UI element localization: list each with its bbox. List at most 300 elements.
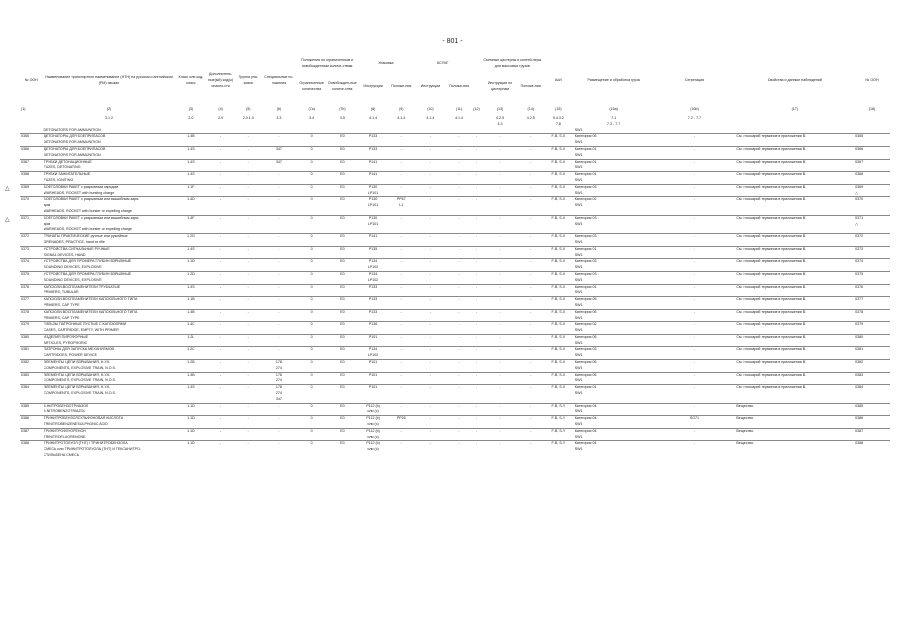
cell-c4: - [206, 184, 235, 197]
cell-c5: - [235, 146, 262, 159]
cell-c13: - [482, 385, 519, 403]
cell-c8: P133 [358, 134, 389, 147]
cell-c6: - [262, 322, 297, 335]
cell-c3: 1.4F [176, 215, 207, 233]
cell-c18: 0369 △ [854, 184, 890, 197]
cell-c8: P112 (b) или (c) [358, 428, 389, 441]
cell-c10: - [414, 159, 447, 172]
cell-c12: - [471, 215, 481, 233]
cell-c4: - [206, 284, 235, 297]
cell-c16b: - [654, 184, 736, 197]
cell-c11: - [447, 360, 472, 373]
cell-c9: - [388, 184, 414, 197]
header-excepted-quantities: Освобожден-ные количе-ства [328, 81, 357, 91]
cell-c5: - [235, 159, 262, 172]
cell-c10: - [414, 234, 447, 247]
cell-c1: 0385 [20, 403, 43, 416]
cell-c4: - [206, 309, 235, 322]
cell-c16a: Категория 01 SW1 [574, 172, 654, 185]
column-reference: 2.0.1.3 [242, 116, 254, 120]
cell-c16b: - [654, 334, 736, 347]
cell-c8: P135 [358, 246, 389, 259]
cell-c16a: Категория 03 SW1 [574, 271, 654, 284]
cell-c17: См. глоссарий терминов в приложении B. [735, 159, 854, 172]
cell-c16b: - [654, 172, 736, 185]
cell-c5: - [235, 271, 262, 284]
cell-c6: - [262, 403, 297, 416]
cell-c18: 0377 [854, 297, 890, 310]
cell-c5: - [235, 403, 262, 416]
cell-c14: - [518, 184, 543, 197]
cell-c15: F-B, S-X [543, 134, 574, 147]
cell-c2: ТРИНИТРОБЕНЗОЛСУЛЬФОНОВАЯ КИСЛОТА TRINITROBENZENESULPHONIC ACID [43, 416, 176, 429]
table-row [20, 385, 890, 403]
header-properties: Свойства и данные наблюдений [767, 78, 822, 83]
cell-c10: - [414, 284, 447, 297]
cell-c6: 178 274 [262, 360, 297, 373]
cell-c15: F-B, S-Y [543, 416, 574, 429]
cell-c15: F-B, S-X [543, 159, 574, 172]
cell-c17: См. глоссарий терминов в приложении B. [735, 184, 854, 197]
cell-c12: - [471, 334, 481, 347]
cell-c5: - [235, 347, 262, 360]
column-number: (3) [188, 107, 194, 112]
table-row [20, 297, 890, 310]
cell-c7a: 0 [296, 372, 327, 385]
cell-c16a: Категория 05 SW1 [574, 309, 654, 322]
cell-c16b: - [654, 284, 736, 297]
table-row [20, 259, 890, 272]
cell-c16a: Категория 02 SW1 [574, 197, 654, 215]
cell-c7b: E0 [327, 347, 358, 360]
cell-c5: - [235, 416, 262, 429]
cell-c5: - [235, 259, 262, 272]
cell-c17: См. глоссарий терминов в приложении B. [735, 360, 854, 373]
cell-c2: БОЕГОЛОВКИ РАКЕТ с разрывным или вышибным заря- дом WARHEADS, ROCKET with burster or expelling charge [43, 215, 176, 233]
cell-c2: БОЕГОЛОВКИ РАКЕТ с разрывным или вышибным заря- дом WARHEADS, ROCKET with burster or expelling charge [43, 197, 176, 215]
cell-c17: См. глоссарий терминов в приложении B. [735, 172, 854, 185]
cell-c15: F-B, S-X [543, 184, 574, 197]
cell-c10: - [414, 416, 447, 429]
cell-c8: P134 LP102 [358, 271, 389, 284]
cell-c12: - [471, 172, 481, 185]
cell-c14: - [518, 159, 543, 172]
cell-c16a: Категория 01 SW1 [574, 385, 654, 403]
cell-c4: - [206, 441, 235, 459]
cell-c7b: E0 [327, 385, 358, 403]
cell-c7a: 0 [296, 347, 327, 360]
column-reference: 5.4.3.2 7.8 [552, 116, 564, 126]
cell-c17: См. глоссарий терминов в приложении B. [735, 134, 854, 147]
cell-c5: - [235, 197, 262, 215]
cell-c7b: E0 [327, 284, 358, 297]
cell-c9: PP67 L1 [388, 197, 414, 215]
cell-c1: 0372 [20, 234, 43, 247]
header-limited-excepted: Положения по ограниченным и освобожденным количе-ствам [300, 58, 354, 68]
cell-c16a: Категория 05 SW1 [574, 297, 654, 310]
cell-c4: - [206, 146, 235, 159]
cell-c15: F-B, S-X [543, 234, 574, 247]
cell-c14: - [518, 234, 543, 247]
cell-c6: - [262, 271, 297, 284]
column-reference: 7.1 7.3 - 7.7 [607, 116, 621, 126]
cell-c7b: E0 [327, 360, 358, 373]
cell-c16b: - [654, 360, 736, 373]
cell-c7a: 0 [296, 297, 327, 310]
cell-c3: 1.4S [176, 159, 207, 172]
cell-c9: - [388, 347, 414, 360]
cell-c1: 0365 [20, 134, 43, 147]
cell-c18: 0382 [854, 360, 890, 373]
table-row [20, 215, 890, 233]
cell-c4: - [206, 259, 235, 272]
cell-c6: 347 [262, 146, 297, 159]
cell-c12: - [471, 428, 481, 441]
cell-c9: - [388, 146, 414, 159]
cell-c10: - [414, 441, 447, 459]
cell-c4: - [206, 172, 235, 185]
column-number: (9) [399, 107, 404, 112]
cell-c3: 1.4B [176, 372, 207, 385]
cell-c16a: Категория 05 SW1 [574, 360, 654, 373]
column-reference: 4.1.4 [369, 116, 378, 120]
cell-c10: - [414, 428, 447, 441]
cell-c16b: - [654, 428, 736, 441]
cell-c1: 0376 [20, 284, 43, 297]
cell-c17: См. глоссарий терминов в приложении B. [735, 271, 854, 284]
cell-c6: - [262, 234, 297, 247]
column-number: (1) [21, 107, 26, 112]
cell-c13: - [482, 403, 519, 416]
cell-c16b: - [654, 146, 736, 159]
cell-c9: - [388, 428, 414, 441]
cell-c15: F-B, S-X [543, 146, 574, 159]
cell-c13: - [482, 159, 519, 172]
cell-c18: 0366 [854, 146, 890, 159]
cell-c7a: 0 [296, 259, 327, 272]
column-reference: 2.0 [218, 116, 224, 120]
cell-c14: - [518, 403, 543, 416]
cell-c1: 0386 [20, 416, 43, 429]
cell-c1: 0374 [20, 259, 43, 272]
cell-c16a: Категория 02 SW1 [574, 322, 654, 335]
cell-c15: F-B, S-X [543, 322, 574, 335]
cell-c6: 178 274 [262, 372, 297, 385]
cell-c16b: - [654, 271, 736, 284]
table-row [20, 184, 890, 197]
table-row [20, 372, 890, 385]
cell-c3: 1.4S [176, 172, 207, 185]
cell-c10: - [414, 360, 447, 373]
cell-c15: F-B, S-X [543, 347, 574, 360]
cell-c6: - [262, 172, 297, 185]
cell-c9: - [388, 309, 414, 322]
amendment-mark: △ [5, 186, 10, 193]
cell-c8: P130 LP101 [358, 197, 389, 215]
cell-c4: - [206, 428, 235, 441]
table-row [20, 309, 890, 322]
cell-c3: 1.4S [176, 146, 207, 159]
cell-c14: - [518, 428, 543, 441]
cut-line-text: DETONATORS FOR AMMUNITION [43, 127, 101, 132]
cell-c16a: Категория 01 SW1 [574, 284, 654, 297]
column-number: (8) [370, 107, 376, 112]
cell-c2: БОЕГОЛОВКИ РАКЕТ с разрывным зарядом WARHEADS, ROCKET with bursting charge [43, 184, 176, 197]
cell-c8: P133 [358, 309, 389, 322]
cell-c14: - [518, 385, 543, 403]
cell-c16b: SG71 [654, 416, 736, 429]
cell-c3: 1.4B [176, 134, 207, 147]
cell-c18: 0383 [854, 372, 890, 385]
cell-c16a: Категория 03 SW1 [574, 347, 654, 360]
cell-c10: - [414, 297, 447, 310]
cell-c14: - [518, 372, 543, 385]
cell-c7a: 0 [296, 428, 327, 441]
column-number: (10) [427, 107, 434, 112]
cell-c6: - [262, 215, 297, 233]
cell-c10: - [414, 322, 447, 335]
cell-c7b: E0 [327, 159, 358, 172]
cell-c12: - [471, 403, 481, 416]
cell-c9: - [388, 297, 414, 310]
cell-c7a: 0 [296, 271, 327, 284]
cell-c14: - [518, 146, 543, 159]
cell-c4: - [206, 360, 235, 373]
cell-c8: P130 LP101 [358, 184, 389, 197]
cell-c18: 0373 [854, 246, 890, 259]
cell-c18: 0386 [854, 416, 890, 429]
cell-c16b: - [654, 159, 736, 172]
cell-c9: - [388, 134, 414, 147]
cell-c7a: 0 [296, 159, 327, 172]
cell-c9: PP26 [388, 416, 414, 429]
cell-c11: - [447, 372, 472, 385]
cell-c18: 0381 [854, 347, 890, 360]
cell-c11: - [447, 215, 472, 233]
cell-c12: - [471, 322, 481, 335]
cell-c11: - [447, 184, 472, 197]
cell-c5: - [235, 385, 262, 403]
cell-c1: 0387 [20, 428, 43, 441]
cell-c16b: - [654, 322, 736, 335]
cell-c13: - [482, 246, 519, 259]
cell-c7a: 0 [296, 184, 327, 197]
cell-c7a: 0 [296, 385, 327, 403]
cell-c7b: E0 [327, 215, 358, 233]
cell-c15: F-B, S-X [543, 215, 574, 233]
column-number: (16b) [690, 107, 699, 112]
cell-c8: P101 [358, 360, 389, 373]
cell-c9: - [388, 259, 414, 272]
cell-c1: 0370 [20, 197, 43, 215]
cell-c18: 0379 [854, 322, 890, 335]
cell-c13: - [482, 271, 519, 284]
column-reference [20, 116, 43, 128]
cell-c16a: Категория 03 SW1 [574, 259, 654, 272]
cell-c17: См. глоссарий терминов в приложении B. [735, 347, 854, 360]
column-reference: 7.2 - 7.7 [687, 116, 702, 120]
table-row [20, 403, 890, 416]
column-reference: 3.1.2 [105, 116, 114, 120]
cell-c5: - [235, 360, 262, 373]
cell-c2: УСТРОЙСТВА ДЛЯ ПРОМЕРА ГЛУБИН ВЗРЫВНЫЕ SOUNDING DEVICES, EXPLOSIVE [43, 259, 176, 272]
cell-c11: - [447, 234, 472, 247]
cell-c15: F-B, S-Y [543, 441, 574, 459]
cell-c5: - [235, 172, 262, 185]
cell-c11: - [447, 322, 472, 335]
cell-c15: F-B, S-X [543, 309, 574, 322]
cell-c17: Вещество. [735, 441, 854, 459]
cell-c11: - [447, 297, 472, 310]
cell-c14: - [518, 172, 543, 185]
cell-c3: 1.2D [176, 271, 207, 284]
cell-c18: 0372 [854, 234, 890, 247]
cell-c6: - [262, 441, 297, 459]
cell-c15: F-B, S-X [543, 385, 574, 403]
cell-c13: - [482, 416, 519, 429]
cell-c2: ПАТРОНЫ ДЛЯ ЗАПУСКА МЕХАНИЗМОВ CARTRIDGES, POWER DEVICE [43, 347, 176, 360]
cell-c1: 0381 [20, 347, 43, 360]
cell-c12: - [471, 385, 481, 403]
cell-c11: - [447, 428, 472, 441]
cell-c18: 0380 [854, 334, 890, 347]
column-number: (16a) [609, 107, 618, 112]
header-tank-instructions-sub: Инструкции по [487, 81, 513, 86]
cell-c13: - [482, 428, 519, 441]
table-row [20, 322, 890, 335]
header-segregation: Сегрегация [684, 78, 705, 83]
cell-c11: - [447, 347, 472, 360]
cell-c10: - [414, 134, 447, 147]
cell-c4: - [206, 416, 235, 429]
column-number: (13) [496, 107, 504, 112]
cell-c18: 0387 [854, 428, 890, 441]
cell-c10: - [414, 184, 447, 197]
cell-c18: 0374 [854, 259, 890, 272]
cell-c14: - [518, 259, 543, 272]
cell-c13: - [482, 372, 519, 385]
cell-c2: УСТРОЙСТВА СИГНАЛЬНЫЕ РУЧНЫЕ SIGNAL DEVICES, HAND [43, 246, 176, 259]
cell-c9: - [388, 360, 414, 373]
cell-c5: - [235, 372, 262, 385]
cell-c2: ЭЛЕМЕНТЫ ЦЕПИ ВЗРЫВАНИЯ, Н.У.К. COMPONENTS, EXPLOSIVE TRAIN, N.O.S. [43, 360, 176, 373]
cell-c8: P101 [358, 385, 389, 403]
cell-c2: ТРУБКИ ДЕТОНАЦИОННЫЕ FUZES, DETONATING [43, 159, 176, 172]
cell-c7a: 0 [296, 172, 327, 185]
column-number: (6) [276, 107, 282, 112]
cell-c3: 1.1D [176, 416, 207, 429]
cell-c14: - [518, 322, 543, 335]
cell-c9: - [388, 372, 414, 385]
cell-c4: - [206, 134, 235, 147]
column-number: (11) [456, 107, 463, 112]
cell-c8: P141 [358, 172, 389, 185]
cell-c17: См. глоссарий терминов в приложении B. [735, 197, 854, 215]
cell-c7b: E0 [327, 416, 358, 429]
cell-c12: - [471, 234, 481, 247]
cell-c13: - [482, 234, 519, 247]
cell-c2: ГИЛЬЗЫ ПАТРОННЫЕ ПУСТЫЕ С КАПСЮЛЯМИ CASES, CARTRIDGE, EMPTY, WITH PRIMER [43, 322, 176, 335]
cell-c7b: E0 [327, 309, 358, 322]
cell-c14: - [518, 441, 543, 459]
cell-c16b: - [654, 234, 736, 247]
header-un-number: № ООН [24, 78, 38, 83]
cell-c9: - [388, 334, 414, 347]
cell-c2: УСТРОЙСТВА ДЛЯ ПРОМЕРА ГЛУБИН ВЗРЫВНЫЕ SOUNDING DEVICES, EXPLOSIVE [43, 271, 176, 284]
cell-c7a: 0 [296, 134, 327, 147]
page-number: - 801 - [442, 38, 463, 45]
cell-c8: P101 [358, 372, 389, 385]
cell-c13: - [482, 347, 519, 360]
cell-c17: См. глоссарий терминов в приложении B. [735, 322, 854, 335]
header-packaging-provisions: Положе-ния [391, 84, 412, 89]
cell-c8: P112 (b) или (c) [358, 403, 389, 416]
header-un-number-right: № ООН [865, 78, 879, 83]
cell-c16b: - [654, 246, 736, 259]
cell-c15: F-B, S-X [543, 297, 574, 310]
cell-c11: - [447, 385, 472, 403]
header-tank-instructions [482, 70, 519, 104]
cell-c10: - [414, 334, 447, 347]
cell-c7a: 0 [296, 309, 327, 322]
column-reference: 2.0 [188, 116, 194, 120]
cell-c8: P133 [358, 146, 389, 159]
cell-c7b: E0 [327, 372, 358, 385]
cell-c5: - [235, 215, 262, 233]
table-row [20, 428, 890, 441]
cell-c11: - [447, 271, 472, 284]
table-row [20, 159, 890, 172]
cell-c16a: Категория 01 SW1 [574, 146, 654, 159]
column-reference: 4.2.5 [526, 116, 535, 120]
cell-c11: - [447, 416, 472, 429]
cell-c17: См. глоссарий терминов в приложении B. [735, 309, 854, 322]
cell-c18: 0378 [854, 309, 890, 322]
cell-c10: - [414, 246, 447, 259]
cell-c6: - [262, 334, 297, 347]
cell-c5: - [235, 322, 262, 335]
cell-c7b: E0 [327, 172, 358, 185]
cell-c6: 178 274 347 [262, 385, 297, 403]
column-number: (18) [868, 107, 876, 112]
cell-c7b: E0 [327, 146, 358, 159]
cell-c5: - [235, 246, 262, 259]
cell-c10: - [414, 403, 447, 416]
cell-c16b: - [654, 197, 736, 215]
cell-c11: - [447, 309, 472, 322]
cell-c2: ТРИНИТРОТОЛУОЛ (ТНТ) / ТРИНИТРОБЕНЗОЛА СМЕСЬ или ТРИНИТРОТОЛУОЛА (ТНТ) И ГЕКСАНИТРО- СТИЛЬБЕНА СМЕСЬ [43, 441, 176, 459]
cell-c10: - [414, 372, 447, 385]
cell-c4: - [206, 347, 235, 360]
column-number: (7b) [339, 107, 346, 112]
cell-c17: См. глоссарий терминов в приложении B. [735, 334, 854, 347]
cell-c10: - [414, 271, 447, 284]
cell-c12: - [471, 284, 481, 297]
cell-c12: - [471, 309, 481, 322]
cell-c14: - [518, 215, 543, 233]
cell-c11: - [447, 246, 472, 259]
column-reference [471, 116, 481, 128]
cell-c12: - [471, 134, 481, 147]
header-class: Класс или код-класс [178, 75, 204, 85]
cell-c16b: - [654, 259, 736, 272]
cell-c7a: 0 [296, 146, 327, 159]
cell-c7a: 0 [296, 403, 327, 416]
cell-c2: КАПСЮЛИ-ВОСПЛАМЕНИТЕЛИ ТРУБЧАТЫЕ PRIMERS, TUBULAR [43, 284, 176, 297]
cell-c6: - [262, 184, 297, 197]
cell-c16a: Категория 05 SW1 [574, 134, 654, 147]
cell-c17: Вещество. [735, 403, 854, 416]
